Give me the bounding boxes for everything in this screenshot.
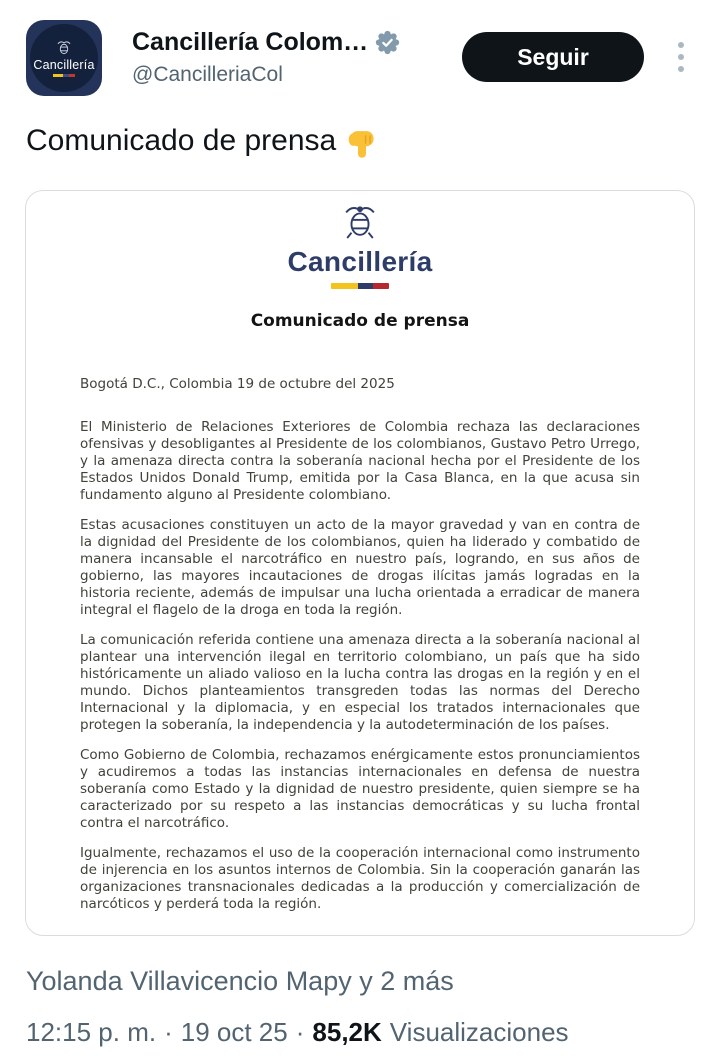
doc-paragraph-3: La comunicación referida contiene una amenaza directa a la soberanía nacional al plantear una intervención ilegal en territorio colombiano, un país que ha sido históricamente un aliado valioso en la lucha contra las drogas en la región y en el mundo. Dichos planteamientos transgreden todas las normas del Derecho Internacional y la diplomacia, y en especial los tratados internacionales que protegen la soberanía, la independencia y la autodeterminación de los países. [80,632,640,733]
views-count: 85,2K [312,1017,382,1047]
doc-title: Comunicado de prensa [250,311,470,331]
meta-separator: · [295,1017,305,1047]
more-menu-icon[interactable] [672,36,690,78]
display-name[interactable]: Cancillería Colom… [132,28,369,56]
coat-of-arms-icon [57,40,71,56]
views-label: Visualizaciones [389,1017,569,1047]
tagged-users[interactable]: Yolanda Villavicencio Mapy y 2 más [26,966,454,996]
press-release-image-card[interactable] [25,190,695,936]
doc-paragraph-5: Igualmente, rechazamos el uso de la cooperación internacional como instrumento de injerencia en los asuntos internos de Colombia. Sin la cooperación ganarán las organizaciones transnacionales dedicadas a la producción y comercialización de narcóticos y perderá toda la región. [80,845,640,912]
tweet-meta-row [26,1017,694,1048]
avatar-wordmark: Cancillería [33,57,95,72]
doc-paragraph-1: El Ministerio de Relaciones Exteriores de Colombia rechaza las declaraciones ofensivas y desobligantes al Presidente de los colombianos, Gustavo Petro Urrego, y la amenaza directa contra la soberanía nacional hecha por el Presidente de los Estados Unidos Donald Trump, emitida por la Casa Blanca, en la que acusa sin fundamento alguno al Presidente colombiano. [80,419,640,503]
user-handle[interactable]: @CancilleriaCol [132,63,283,86]
follow-button[interactable]: Seguir [462,32,644,82]
timestamp-time: 12:15 p. m. [26,1017,157,1047]
avatar[interactable] [26,20,102,96]
tweet-text: Comunicado de prensa [26,124,337,157]
name-row [132,28,400,57]
avatar-flag-strip [53,74,75,77]
tweet-body [26,122,694,160]
avatar-inner-circle [30,24,98,92]
doc-body [80,419,640,913]
doc-dateline: Bogotá D.C., Colombia 19 de octubre del 2025 [80,376,395,392]
tweet-header [26,0,694,96]
doc-flag-strip [331,283,389,289]
doc-paragraph-2: Estas acusaciones constituyen un acto de la mayor gravedad y van en contra de la dignidad del Presidente de los colombianos, quien ha liderado y combatido de manera incansable el narcotráfico en nuestro país, logrando, en sus años de gobierno, las mayores incautaciones de drogas ilícitas jamás logradas en la historia reciente, además de impulsar una lucha orientada a erradicar de manera integral el flagelo de la droga en toda la región. [80,517,640,618]
doc-brand-wordmark: Cancillería [287,246,433,277]
coat-of-arms-icon [344,203,376,241]
meta-separator: · [164,1017,173,1047]
timestamp-date: 19 oct 25 [180,1017,288,1047]
doc-paragraph-4: Como Gobierno de Colombia, rechazamos enérgicamente estos pronunciamientos y acudiremos a todas las instancias internacionales en defensa de nuestra soberanía como Estado y la dignidad de nuestro presidente, quien siempre se ha caracterizado por su respeto a las instancias democráticas y su lucha frontal contra el narcotráfico. [80,747,640,831]
verified-badge-icon [375,30,400,55]
doc-logo-block [80,203,640,289]
pointing-down-emoji-icon [346,128,378,160]
identity-block [132,20,400,87]
